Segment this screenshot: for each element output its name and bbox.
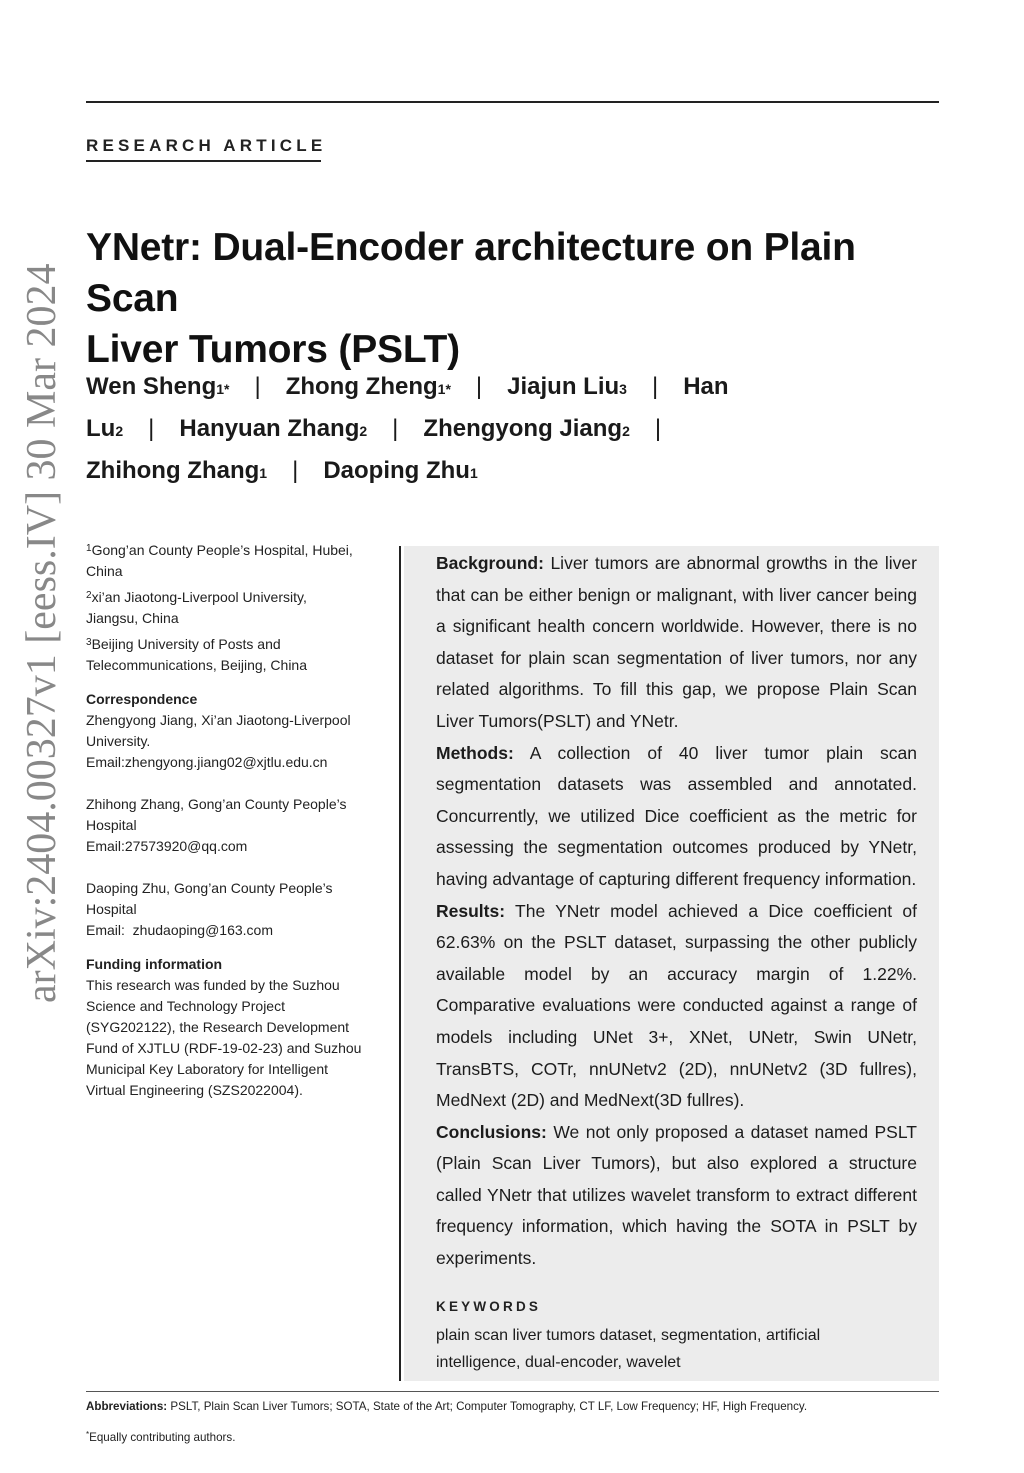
author-row-3: Zhihong Zhang 1 | Daoping Zhu 1 bbox=[86, 450, 746, 492]
funding-line: This research was funded by the Suzhou bbox=[86, 977, 340, 993]
conclusions-label: Conclusions: bbox=[436, 1121, 547, 1142]
abstract-left-bar bbox=[399, 546, 401, 1381]
article-type-label: RESEARCH ARTICLE bbox=[86, 136, 327, 155]
correspondence-line: Daoping Zhu, Gong’an County People’s bbox=[86, 880, 333, 896]
abstract-conclusions bbox=[436, 1117, 917, 1275]
title-line-2: Liver Tumors (PSLT) bbox=[86, 328, 460, 371]
funding-line: Fund of XJTLU (RDF-19-02-23) and Suzhou bbox=[86, 1040, 362, 1056]
abbreviations-label: Abbreviations: bbox=[86, 1400, 168, 1413]
equal-contribution-footnote bbox=[86, 1430, 235, 1446]
author-name: Daoping Zhu bbox=[323, 457, 470, 484]
affiliation-line: Telecommunications, Beijing, China bbox=[86, 657, 307, 673]
affiliation-number: 1 bbox=[86, 543, 92, 554]
funding-line: Virtual Engineering (SZS2022004). bbox=[86, 1082, 303, 1098]
affiliation-number: 2 bbox=[86, 590, 92, 601]
affiliation bbox=[86, 587, 386, 629]
keywords-heading: KEYWORDS bbox=[436, 1299, 542, 1314]
correspondence-line: Zhengyong Jiang, Xi’an Jiaotong-Liverpool bbox=[86, 712, 351, 728]
author-separator: | bbox=[654, 415, 662, 442]
affiliation-line: Beijing University of Posts and bbox=[91, 636, 281, 652]
affiliation bbox=[86, 634, 386, 676]
abbreviations-note bbox=[86, 1399, 939, 1415]
author-row-2: Lu 2 | Hanyuan Zhang 2 | Zhengyong Jiang 2 | bbox=[86, 408, 746, 450]
author-name: Zhong Zheng bbox=[285, 373, 438, 400]
keywords-text: plain scan liver tumors dataset, segmentation, artificial intelligence, dual-encoder, wavelet bbox=[436, 1327, 821, 1371]
background-label: Background: bbox=[436, 553, 544, 573]
correspondence-email: Email:zhengyong.jiang02@xjtlu.edu.cn bbox=[86, 754, 328, 770]
background-text: Liver tumors are abnormal growths in the liver that can be either benign or malignant, with liver cancer being a significant health concern worldwide. However, there is no dataset for plain scan segmentation of liver tumors, nor any related algorithms. To fill this gap, we propose Plain Scan Liver Tumors(PSLT) and YNetr. bbox=[436, 553, 917, 731]
footnote-text: Equally contributing authors. bbox=[89, 1431, 236, 1444]
top-rule bbox=[86, 101, 939, 103]
author-separator: | bbox=[148, 415, 155, 442]
correspondence-line: Hospital bbox=[86, 817, 137, 833]
correspondence-line: University. bbox=[86, 733, 151, 749]
abstract-results bbox=[436, 896, 917, 1117]
author-name-part: Lu bbox=[86, 415, 116, 442]
affiliation-line: Gong’an County People’s Hospital, Hubei, bbox=[91, 542, 353, 558]
correspondence-heading: Correspondence bbox=[86, 691, 198, 707]
funding-line: Municipal Key Laboratory for Intelligent bbox=[86, 1061, 329, 1077]
results-label: Results: bbox=[436, 900, 506, 921]
author-name-part: Han bbox=[683, 373, 729, 400]
methods-text: A collection of 40 liver tumor plain scan segmentation datasets was assembled and annotated. Concurrently, we utilized Dice coefficient as the metric for assessing the segmentation outcomes produced by YNetr, having advantage of capturing different frequency information. bbox=[436, 742, 917, 889]
footer-rule bbox=[86, 1391, 939, 1392]
abbreviations-text: PSLT, Plain Scan Liver Tumors; SOTA, State of the Art; Computer Tomography, CT LF, Low Frequency; HF, High Frequency. bbox=[170, 1400, 808, 1413]
abstract-methods bbox=[436, 738, 917, 896]
affiliation-line: China bbox=[86, 563, 123, 579]
author-name: Zhengyong Jiang bbox=[423, 415, 623, 442]
title-line-1: YNetr: Dual-Encoder architecture on Plain Scan bbox=[86, 226, 856, 320]
correspondence-line: Zhihong Zhang, Gong’an County People’s bbox=[86, 796, 347, 812]
funding-heading: Funding information bbox=[86, 956, 223, 972]
correspondence-email: Email: zhudaoping@163.com bbox=[86, 922, 273, 938]
correspondence-line: Hospital bbox=[86, 901, 137, 917]
conclusions-text: We not only proposed a dataset named PSLT (Plain Scan Liver Tumors), but also explored a structure called YNetr that utilizes wavelet transform to extract different frequency information, which having the SOTA in PSLT by experiments. bbox=[436, 1121, 917, 1269]
author-separator: | bbox=[651, 373, 659, 400]
paper-title bbox=[86, 222, 936, 375]
author-separator: | bbox=[392, 415, 399, 442]
arxiv-side-stamp: arXiv:2404.00327v1 [eess.IV] 30 Mar 2024 bbox=[19, 263, 65, 1003]
author-separator: | bbox=[292, 457, 299, 484]
affiliation-line: Jiangsu, China bbox=[86, 610, 179, 626]
methods-label: Methods: bbox=[436, 742, 514, 763]
funding-line: Science and Technology Project bbox=[86, 998, 285, 1014]
affiliation-number: 3 bbox=[86, 637, 92, 648]
metadata-column bbox=[86, 540, 386, 1101]
results-text: The YNetr model achieved a Dice coefficient of 62.63% on the PSLT dataset, surpassing the other publicly available model by an accuracy margin of 1.22%. Comparative evaluations were conducted against a range of models including UNet 3+, XNet, UNetr, Swin UNetr, TransBTS, COTr, nnUNetv2 (2D), nnUNetv2 (3D fullres), MedNext (2D) and MedNext(3D fullres). bbox=[436, 900, 918, 1111]
author-name: Zhihong Zhang bbox=[86, 457, 260, 484]
correspondence-email: Email:27573920@qq.com bbox=[86, 838, 248, 854]
affiliation-line: xi’an Jiaotong-Liverpool University, bbox=[91, 589, 307, 605]
article-type-underline bbox=[86, 160, 321, 162]
funding-line: (SYG202122), the Research Development bbox=[86, 1019, 350, 1035]
author-name: Wen Sheng bbox=[86, 373, 217, 400]
author-name: Hanyuan Zhang bbox=[179, 415, 360, 442]
affiliation bbox=[86, 540, 386, 582]
author-name: Jiajun Liu bbox=[507, 373, 620, 400]
footnote-mark: * bbox=[86, 1430, 90, 1439]
author-list bbox=[86, 366, 746, 492]
author-separator: | bbox=[254, 373, 261, 400]
abstract-text bbox=[436, 548, 917, 1275]
author-row-1: Wen Sheng 1* | Zhong Zheng 1* | Jiajun Liu 3 | Han bbox=[86, 366, 746, 408]
abstract-background bbox=[436, 548, 917, 738]
author-separator: | bbox=[475, 373, 483, 400]
